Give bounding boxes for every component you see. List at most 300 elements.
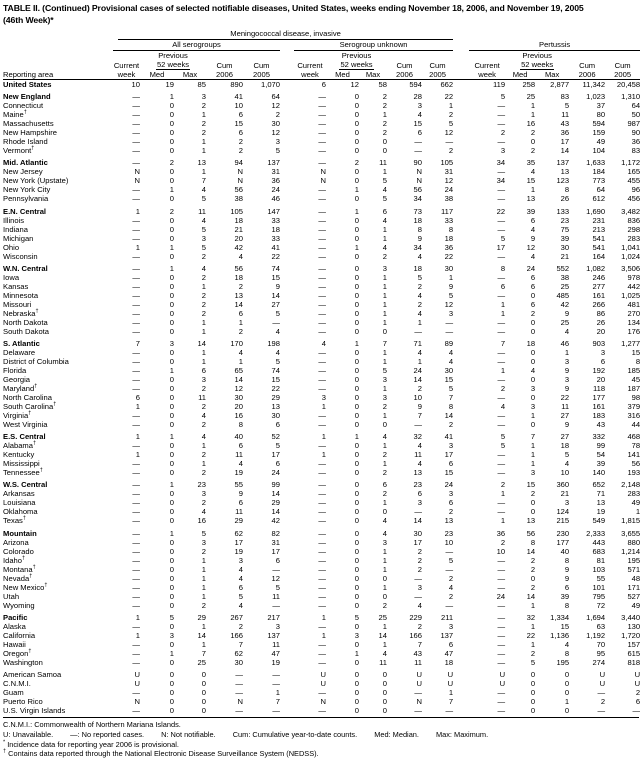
value-cell: 11: [272, 639, 280, 649]
reporting-area-cell: [3, 357, 113, 366]
value-cell: 1: [201, 639, 206, 649]
reporting-area-name: South Dakota: [3, 326, 50, 336]
value-cell: 14: [526, 591, 536, 601]
reporting-area-name: S. Atlantic: [3, 338, 40, 348]
footnote-abbr-item: Cum: Cumulative year-to-date counts.: [232, 729, 358, 739]
reporting-area-cell: [3, 264, 113, 273]
value-cell: —: [318, 705, 326, 715]
col-header-2006: 2006: [387, 70, 422, 80]
value-cell: 56: [234, 263, 243, 273]
value-cell: —: [272, 317, 280, 327]
value-cell: 137: [267, 158, 280, 168]
value-cell: 104: [592, 146, 606, 156]
value-cell: 34: [496, 176, 506, 186]
value-cell: 2: [201, 600, 206, 610]
value-cell: 0: [169, 591, 174, 601]
value-cell: 5: [448, 119, 454, 129]
value-cell: —: [318, 498, 326, 508]
value-cell: 2: [500, 537, 506, 547]
value-cell: 0: [169, 468, 174, 478]
reporting-area-name: Utah: [3, 591, 20, 601]
value-cell: 1: [321, 432, 326, 442]
value-cell: 83: [560, 92, 570, 102]
value-cell: 1: [500, 365, 506, 375]
value-cell: 1: [169, 263, 174, 273]
table-row: [3, 574, 640, 583]
reporting-area-cell: [3, 207, 113, 216]
value-cell: 0: [169, 687, 174, 697]
value-cell: 1: [354, 432, 359, 442]
value-cell: 2: [382, 401, 387, 411]
value-cell: 80: [596, 110, 606, 120]
dagger-marker: †: [28, 410, 32, 417]
value-cell: 0: [169, 176, 174, 186]
value-cell: 15: [234, 119, 243, 129]
value-cell: 36: [271, 176, 280, 186]
value-cell: 11: [379, 657, 387, 667]
table-row: [3, 185, 640, 194]
value-cell: 903: [592, 338, 606, 348]
value-cell: 880: [627, 537, 640, 547]
value-cell: 1: [169, 365, 174, 375]
value-cell: 177: [592, 392, 606, 402]
reporting-area-name: Iowa: [3, 272, 20, 282]
value-cell: 1: [135, 432, 140, 442]
value-cell: 266: [592, 299, 606, 309]
value-cell: 40: [234, 432, 243, 442]
value-cell: —: [497, 326, 506, 336]
value-cell: —: [132, 687, 140, 697]
value-cell: 164: [592, 251, 606, 261]
value-cell: 4: [201, 263, 206, 273]
table-row: [3, 92, 640, 101]
value-cell: 0: [382, 669, 387, 679]
value-cell: 44: [631, 419, 640, 429]
value-cell: 9: [530, 233, 536, 243]
value-cell: 0: [169, 450, 174, 460]
value-cell: 4: [321, 338, 326, 348]
value-cell: 0: [382, 591, 387, 601]
value-cell: 22: [526, 630, 536, 640]
value-cell: 18: [271, 224, 280, 234]
value-cell: 274: [592, 657, 606, 667]
dagger-marker: †: [32, 563, 36, 570]
value-cell: —: [497, 110, 506, 120]
value-cell: 37: [596, 101, 606, 111]
value-cell: 890: [230, 80, 243, 89]
value-cell: 5: [417, 272, 422, 282]
value-cell: U: [447, 669, 454, 679]
value-cell: 1: [354, 242, 359, 252]
value-cell: —: [318, 92, 326, 102]
table-row: [3, 101, 640, 110]
value-cell: 2: [238, 621, 243, 631]
value-cell: 0: [169, 233, 174, 243]
reporting-area-name: U.S. Virgin Islands: [3, 705, 66, 715]
value-cell: 0: [354, 639, 359, 649]
value-cell: 16: [234, 410, 243, 420]
value-cell: 0: [382, 696, 387, 706]
value-cell: 6: [417, 489, 422, 499]
value-cell: —: [414, 687, 422, 697]
value-cell: 133: [556, 206, 570, 216]
value-cell: 2: [169, 158, 174, 168]
value-cell: 5: [275, 146, 280, 156]
value-cell: N: [320, 176, 326, 186]
value-cell: 1: [448, 687, 454, 697]
value-cell: 74: [271, 365, 280, 375]
value-cell: 0: [354, 299, 359, 309]
value-cell: 0: [382, 326, 387, 336]
value-cell: 3: [564, 374, 570, 384]
value-cell: —: [497, 573, 506, 583]
value-cell: 8: [635, 356, 640, 366]
value-cell: 18: [526, 338, 536, 348]
value-cell: —: [132, 468, 140, 478]
reporting-area-name: Louisiana: [3, 498, 36, 508]
value-cell: 1: [382, 308, 387, 318]
value-cell: 183: [592, 410, 606, 420]
value-cell: 71: [596, 489, 606, 499]
value-cell: 1,172: [621, 158, 640, 168]
value-cell: —: [318, 459, 326, 469]
table-row: [3, 592, 640, 601]
value-cell: 4: [382, 432, 387, 442]
value-cell: 3: [417, 582, 422, 592]
value-cell: 1: [201, 146, 206, 156]
value-cell: 7: [448, 696, 454, 706]
value-cell: 4: [201, 410, 206, 420]
reporting-area-name: New York (Upstate): [3, 176, 69, 186]
value-cell: 6: [238, 498, 243, 508]
value-cell: 0: [530, 347, 536, 357]
value-cell: 3: [382, 537, 387, 547]
value-cell: N: [320, 696, 326, 706]
value-cell: 165: [627, 167, 640, 177]
value-cell: 24: [526, 263, 536, 273]
footnote-abbreviations: [3, 730, 638, 740]
table-row: [3, 357, 640, 366]
value-cell: 1: [530, 621, 536, 631]
value-cell: 23: [560, 215, 570, 225]
value-cell: —: [497, 410, 506, 420]
value-cell: —: [497, 687, 506, 697]
value-cell: 5: [564, 101, 570, 111]
value-cell: 3,482: [621, 206, 640, 216]
value-cell: 3: [417, 101, 422, 111]
value-cell: 7: [500, 338, 506, 348]
reporting-area-name: Delaware: [3, 347, 36, 357]
table-row: [3, 137, 640, 146]
value-cell: 31: [271, 537, 280, 547]
value-cell: 14: [271, 290, 280, 300]
value-cell: 0: [354, 410, 359, 420]
value-cell: 15: [444, 374, 454, 384]
value-cell: U: [599, 678, 606, 688]
value-cell: —: [445, 137, 454, 147]
value-cell: 5: [500, 92, 506, 102]
reporting-area-cell: [3, 185, 113, 194]
value-cell: N: [416, 167, 422, 177]
value-cell: 166: [409, 630, 422, 640]
value-cell: 29: [197, 612, 206, 622]
dagger-marker: †: [53, 401, 57, 408]
value-cell: 5: [275, 308, 280, 318]
value-cell: 13: [271, 401, 280, 411]
value-cell: 0: [354, 498, 359, 508]
reporting-area-cell: [3, 348, 113, 357]
reporting-area-header: [3, 29, 113, 80]
reporting-area-cell: [3, 110, 113, 119]
reporting-area-cell: [3, 480, 113, 489]
reporting-area-name: Pacific: [3, 612, 28, 622]
value-cell: —: [318, 308, 326, 318]
col-header-cum: Cum: [216, 61, 233, 70]
value-cell: 0: [354, 272, 359, 282]
value-cell: —: [597, 705, 606, 715]
value-cell: 2: [201, 498, 206, 508]
table-row: [3, 110, 640, 119]
value-cell: 3: [275, 137, 280, 147]
dagger-marker: †: [32, 440, 37, 447]
table-row: [3, 538, 640, 547]
table-row: [3, 194, 640, 203]
value-cell: 4: [417, 290, 422, 300]
value-cell: —: [318, 468, 326, 478]
spacer-cell: [387, 51, 422, 60]
value-cell: 70: [596, 639, 606, 649]
value-cell: 12: [350, 80, 359, 89]
value-cell: 0: [354, 224, 359, 234]
value-cell: 4: [417, 308, 422, 318]
value-cell: —: [318, 555, 326, 565]
value-cell: 1: [169, 185, 174, 195]
reporting-area-cell: [3, 225, 113, 234]
footnote-nedss: [3, 749, 638, 759]
reporting-area-name: United States: [3, 80, 52, 89]
value-cell: 277: [592, 281, 606, 291]
value-cell: 0: [169, 317, 174, 327]
reporting-area-cell: [3, 411, 113, 420]
value-cell: 24: [496, 591, 506, 601]
value-cell: 2: [448, 573, 454, 583]
value-cell: 0: [169, 299, 174, 309]
value-cell: 1,277: [621, 338, 640, 348]
value-cell: 1,136: [550, 630, 570, 640]
value-cell: 1,025: [621, 290, 640, 300]
value-cell: 0: [354, 546, 359, 556]
value-cell: 5: [448, 383, 454, 393]
value-cell: 184: [592, 167, 606, 177]
value-cell: N: [237, 696, 243, 706]
table-row: [3, 706, 640, 715]
value-cell: 14: [378, 630, 387, 640]
dagger-marker: †: [31, 145, 35, 152]
table-row: [3, 327, 640, 336]
value-cell: 0: [169, 326, 174, 336]
table-row: [3, 318, 640, 327]
col-header-max: Max: [174, 70, 206, 80]
reporting-area-cell: [3, 146, 113, 155]
value-cell: 11: [235, 507, 243, 517]
value-cell: 2: [201, 128, 206, 138]
value-cell: 1: [382, 555, 387, 565]
value-cell: 0: [201, 669, 206, 679]
value-cell: —: [445, 705, 454, 715]
value-cell: 17: [444, 450, 454, 460]
value-cell: 0: [169, 582, 174, 592]
value-cell: 11: [272, 591, 280, 601]
value-cell: 1: [169, 92, 174, 102]
value-cell: 34: [413, 194, 422, 204]
value-cell: 20: [234, 233, 243, 243]
value-cell: 773: [592, 176, 606, 186]
table-title-line1: TABLE II. (Continued) Provisional cases of selected notifiable diseases, United States, weeks ending November 18, 2006, and November 19, 2005: [3, 3, 584, 13]
value-cell: —: [132, 317, 140, 327]
value-cell: —: [318, 639, 326, 649]
reporting-area-name: W.S. Central: [3, 480, 48, 490]
value-cell: 0: [530, 392, 536, 402]
reporting-area-name: Montana: [3, 564, 33, 574]
value-cell: 0: [530, 290, 536, 300]
table-row: [3, 167, 640, 176]
value-cell: —: [497, 657, 506, 667]
value-cell: 18: [234, 272, 243, 282]
value-cell: —: [318, 251, 326, 261]
value-cell: 2: [530, 308, 536, 318]
value-cell: U: [634, 678, 640, 688]
col-header-52-weeks: 52 weeks: [521, 60, 554, 69]
value-cell: 12: [444, 128, 454, 138]
value-cell: 10: [131, 80, 140, 89]
value-cell: 6: [275, 419, 280, 429]
reporting-area-cell: [3, 459, 113, 468]
value-cell: 3: [382, 392, 387, 402]
reporting-area-cell: [3, 565, 113, 574]
reporting-area-cell: [3, 622, 113, 631]
value-cell: 36: [444, 242, 454, 252]
value-cell: 0: [354, 480, 359, 490]
value-cell: 7: [448, 392, 454, 402]
value-cell: —: [132, 290, 140, 300]
value-cell: 11: [561, 110, 570, 120]
table-row: [3, 158, 640, 167]
table-row: [3, 80, 640, 90]
value-cell: —: [235, 705, 243, 715]
value-cell: 2: [448, 507, 454, 517]
value-cell: 1: [201, 281, 206, 291]
value-cell: 2: [201, 546, 206, 556]
value-cell: 0: [354, 669, 359, 679]
value-cell: 11: [198, 206, 206, 216]
dagger-marker: †: [22, 515, 26, 522]
value-cell: 176: [627, 326, 640, 336]
reporting-area-name: Tennessee: [3, 468, 40, 478]
value-cell: —: [318, 591, 326, 601]
value-cell: 62: [234, 528, 243, 538]
value-cell: 1,192: [586, 630, 606, 640]
col-header-2006: 2006: [569, 70, 605, 80]
value-cell: 0: [354, 137, 359, 147]
value-cell: 0: [354, 176, 359, 186]
value-cell: 594: [592, 119, 606, 129]
value-cell: 283: [627, 489, 640, 499]
reporting-area-cell: [3, 80, 113, 90]
value-cell: 1: [201, 441, 206, 451]
value-cell: 24: [444, 185, 454, 195]
value-cell: 0: [530, 317, 536, 327]
value-cell: 74: [271, 263, 280, 273]
value-cell: 0: [354, 591, 359, 601]
value-cell: 0: [354, 392, 359, 402]
value-cell: 1: [354, 206, 359, 216]
value-cell: 38: [234, 194, 243, 204]
value-cell: 12: [271, 128, 280, 138]
value-cell: 1: [530, 410, 536, 420]
reporting-area-cell: [3, 538, 113, 547]
value-cell: 5: [275, 356, 280, 366]
value-cell: —: [445, 546, 454, 556]
value-cell: 195: [627, 555, 640, 565]
value-cell: 8: [500, 263, 506, 273]
value-cell: 64: [631, 101, 640, 111]
value-cell: 4: [448, 347, 454, 357]
value-cell: 1: [354, 338, 359, 348]
value-cell: 3: [354, 630, 359, 640]
value-cell: —: [318, 573, 326, 583]
col-group-serogroup-unknown: Serogroup unknown: [280, 40, 453, 51]
table-row: [3, 498, 640, 507]
value-cell: 455: [627, 176, 640, 186]
value-cell: 105: [440, 158, 454, 168]
value-cell: 0: [169, 459, 174, 469]
value-cell: 552: [556, 263, 570, 273]
reporting-area-cell: [3, 92, 113, 101]
value-cell: 17: [560, 137, 570, 147]
spacer-cell: [243, 51, 280, 60]
value-cell: 6: [530, 281, 536, 291]
value-cell: 2: [354, 158, 359, 168]
reporting-area-cell: [3, 507, 113, 516]
value-cell: U: [499, 678, 506, 688]
value-cell: 3: [382, 263, 387, 273]
col-header-med: Med: [326, 70, 359, 80]
value-cell: 456: [627, 194, 640, 204]
value-cell: 1,214: [621, 546, 640, 556]
reporting-area-name: New England: [3, 92, 51, 102]
reporting-area-cell: [3, 697, 113, 706]
reporting-area-cell: [3, 679, 113, 688]
value-cell: 187: [627, 383, 640, 393]
value-cell: —: [318, 374, 326, 384]
value-cell: N: [134, 696, 140, 706]
value-cell: 2,148: [621, 480, 640, 490]
value-cell: 2: [201, 468, 206, 478]
value-cell: 4: [201, 185, 206, 195]
value-cell: —: [132, 480, 140, 490]
value-cell: 2: [530, 128, 536, 138]
table-row: [3, 556, 640, 565]
value-cell: 0: [564, 678, 570, 688]
value-cell: —: [318, 600, 326, 610]
value-cell: 38: [560, 272, 570, 282]
value-cell: —: [132, 498, 140, 508]
reporting-area-cell: [3, 176, 113, 185]
value-cell: 15: [413, 119, 422, 129]
value-cell: 1: [382, 459, 387, 469]
value-cell: 49: [631, 600, 640, 610]
value-cell: 3: [530, 468, 536, 478]
